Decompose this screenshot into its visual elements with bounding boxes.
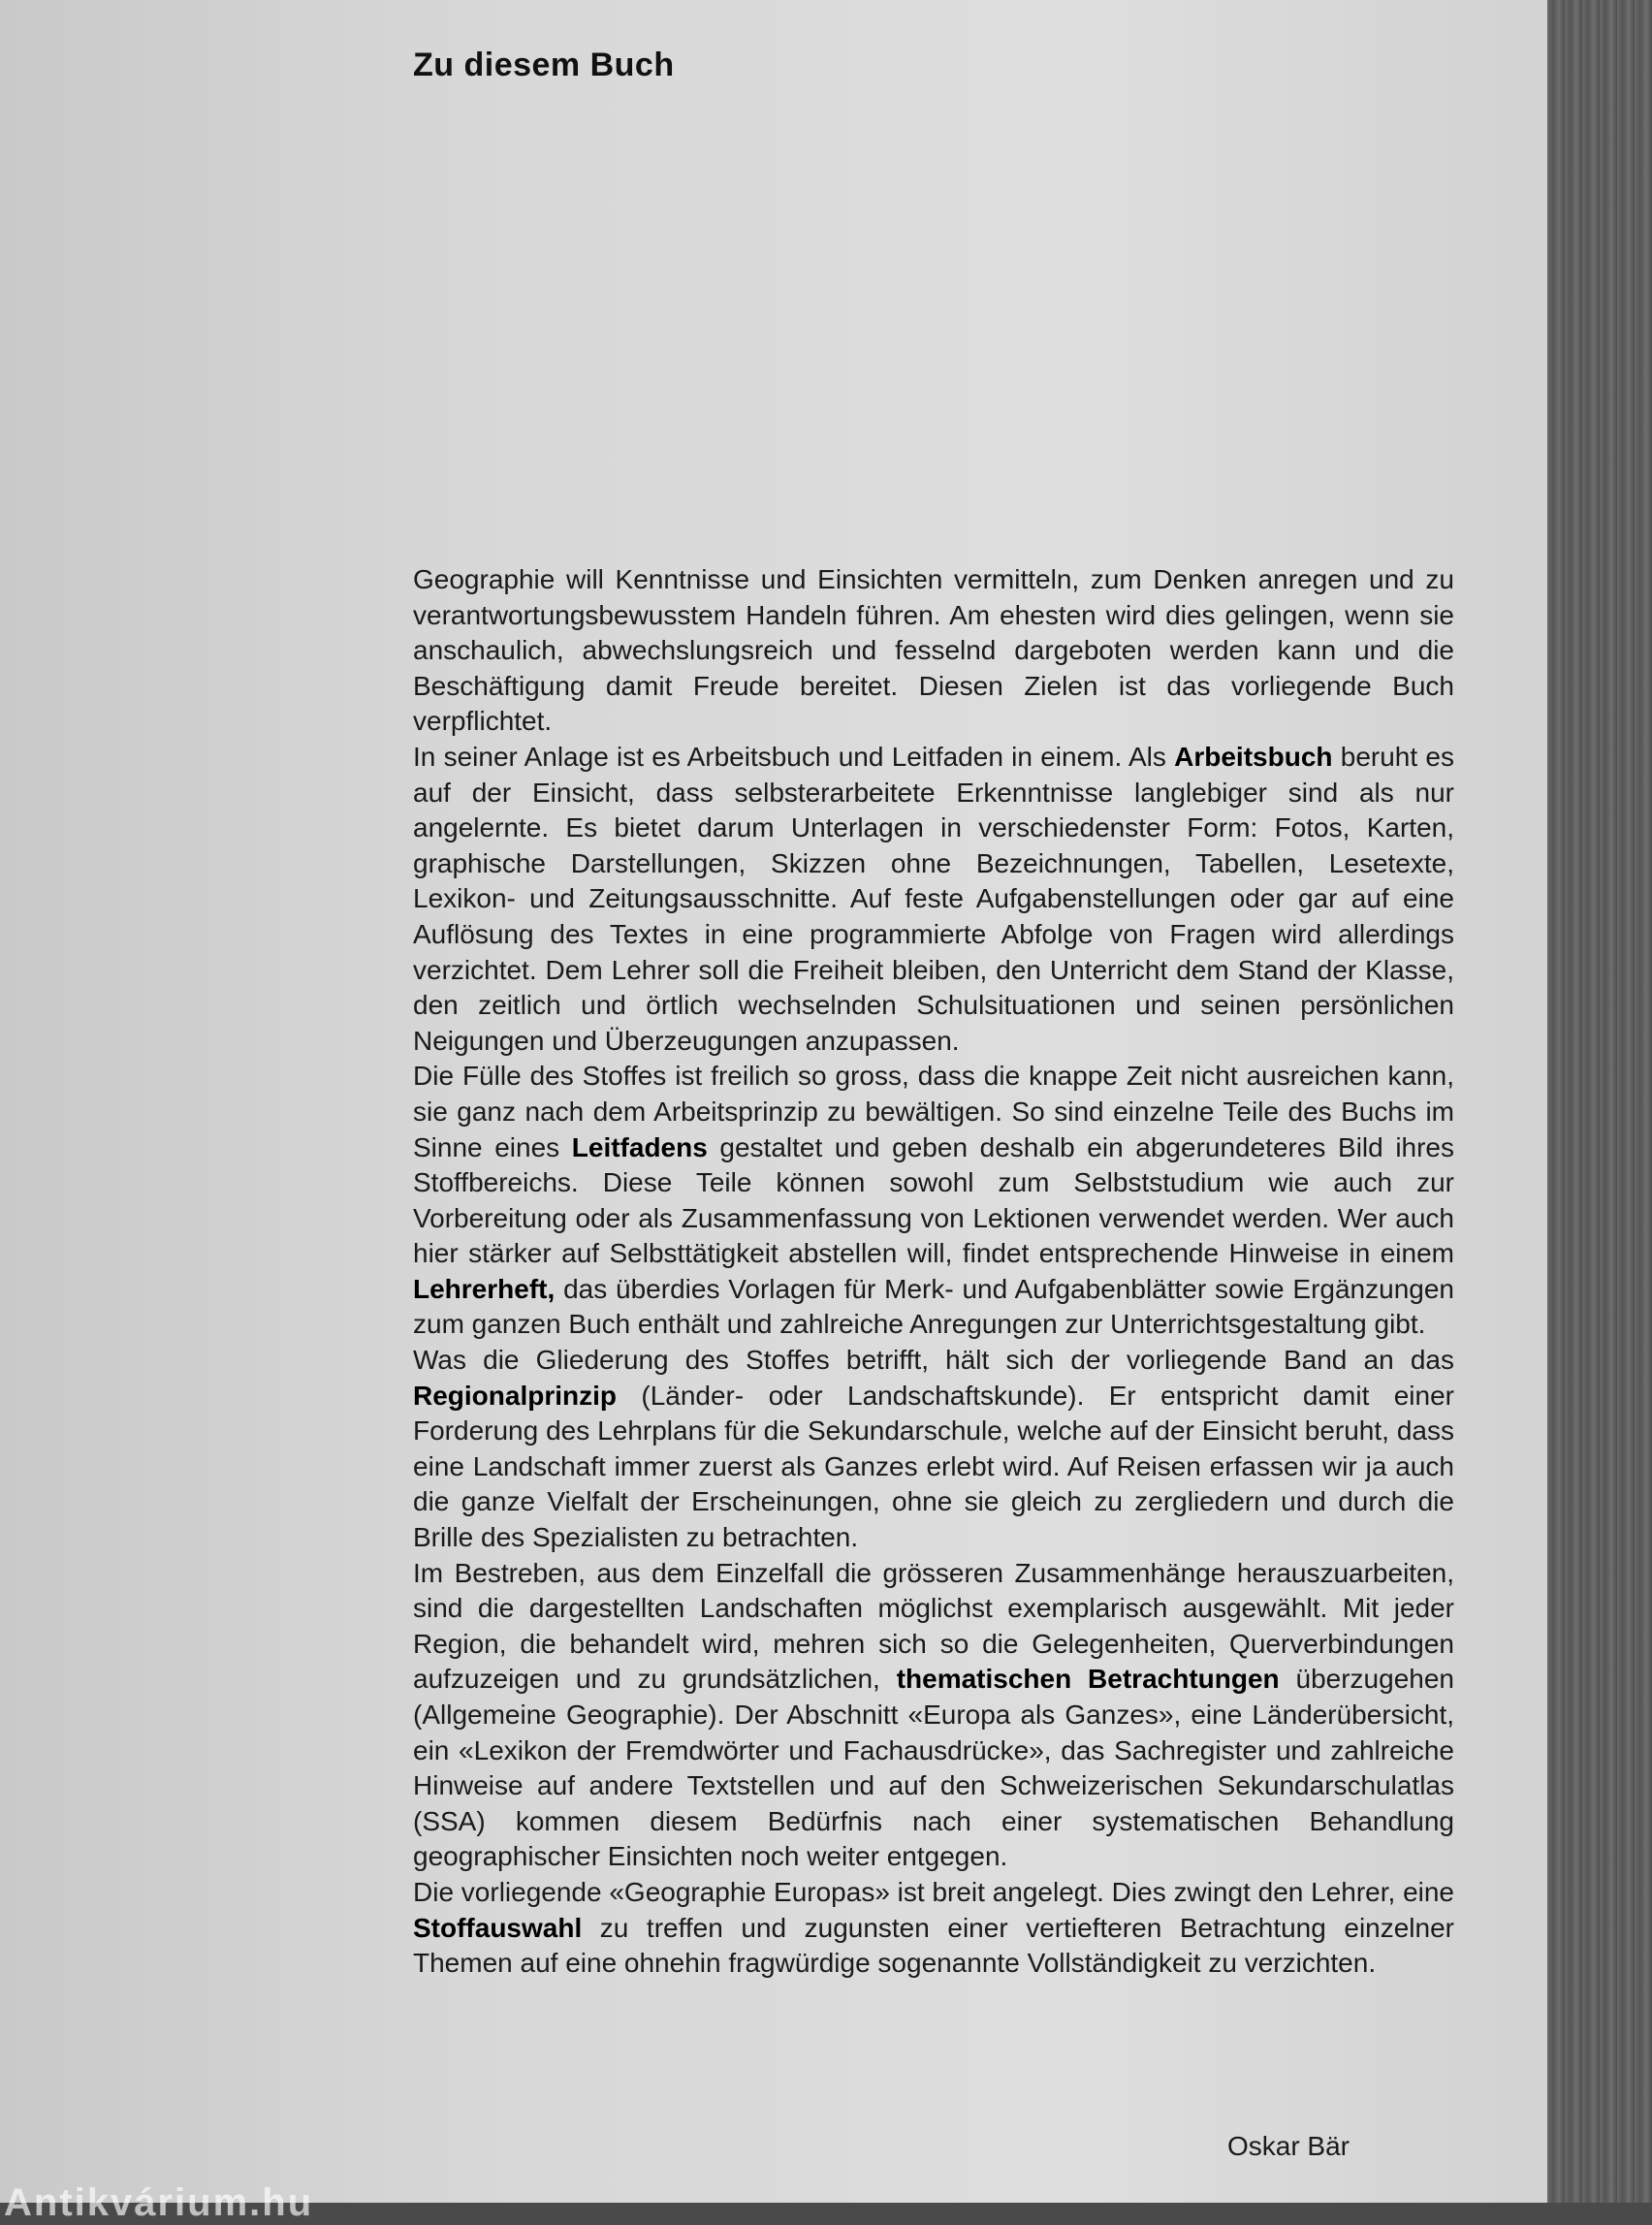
watermark: Antikvárium.hu <box>4 2181 314 2224</box>
bold-term: Lehrerheft, <box>413 1273 556 1304</box>
bold-term: Regionalprinzip <box>413 1380 617 1411</box>
text-run: zu treffen und zugunsten einer vertiefteren Betrachtung einzelner Themen auf eine ohnehin fragwürdige sogenannte Vollständigkeit zu verzichten. <box>413 1912 1454 1979</box>
bold-term: thematischen Betrachtungen <box>896 1664 1280 1695</box>
paragraph <box>413 1343 1454 1556</box>
bold-term: Stoffauswahl <box>413 1912 583 1943</box>
bold-term: Leitfadens <box>571 1131 708 1162</box>
wooden-background <box>1547 0 1652 2203</box>
text-run: (Länder- oder Landschaftskunde). Er entspricht damit einer Forderung des Lehrplans für die Sekundarschule, welche auf der Einsicht beruht, dass eine Landschaft immer zuerst als Ganzes erlebt wird. Auf Reisen erfassen wir ja auch die ganze Vielfalt der Erscheinungen, ohne sie gleich zu zergliedern und durch die Brille des Spezialisten zu betrachten. <box>413 1380 1454 1553</box>
text-run: gestaltet und geben deshalb ein abgerundeteres Bild ihres Stoffbereichs. Diese Teile können sowohl zum Selbststudium wie auch zur Vorbereitung oder als Zusammenfassung von Lektionen verwendet werden. Wer auch hier stärker auf Selbsttätigkeit abstellen will, findet entsprechende Hinweise in einem <box>413 1131 1455 1269</box>
paragraph <box>413 1059 1454 1343</box>
bold-term: Arbeitsbuch <box>1174 741 1333 772</box>
author-signature: Oskar Bär <box>1226 2131 1350 2161</box>
paragraph <box>413 1556 1454 1875</box>
text-run: In seiner Anlage ist es Arbeitsbuch und Leitfaden in einem. Als <box>413 741 1175 772</box>
text-run: das überdies Vorlagen für Merk- und Aufgabenblätter sowie Ergänzungen zum ganzen Buch enthält und zahlreiche Anregungen zur Unterrichtsgestaltung gibt. <box>413 1273 1454 1340</box>
paragraph <box>413 1875 1454 1982</box>
text-run: Was die Gliederung des Stoffes betrifft, hält sich der vorliegende Band an das <box>413 1345 1454 1376</box>
text-run: Geographie will Kenntnisse und Einsichten vermitteln, zum Denken anregen und zu verantwortungsbewusstem Handeln führen. Am ehesten wird dies gelingen, wenn sie anschaulich, abwechslungsreich und fesselnd dargeboten werden kann und die Beschäftigung damit Freude bereitet. Diesen Zielen ist das vorliegende Buch verpflichtet. <box>413 564 1454 737</box>
body-text <box>413 562 1454 1982</box>
text-run: überzugehen (Allgemeine Geographie). Der Abschnitt «Europa als Ganzes», eine Länderübersicht, ein «Lexikon der Fremdwörter und Fachausdrücke», das Sachregister und zahlreiche Hinweise auf andere Textstellen und auf den Schweizerischen Sekundarschulatlas (SSA) kommen diesem Bedürfnis nach einer systematischen Behandlung geographischer Einsichten noch weiter entgegen. <box>413 1664 1454 1872</box>
text-run: Die vorliegende «Geographie Europas» ist breit angelegt. Dies zwingt den Lehrer, eine <box>413 1876 1455 1907</box>
text-run: Im Bestreben, aus dem Einzelfall die grösseren Zusammenhänge herauszuarbeiten, sind die dargestellten Landschaften möglichst exemplarisch ausgewählt. Mit jeder Region, die behandelt wird, mehren sich so die Gelegenheiten, Querverbindungen aufzuzeigen und zu grundsätzlichen, <box>413 1557 1454 1695</box>
text-run: Die Fülle des Stoffes ist freilich so gross, dass die knappe Zeit nicht ausreichen kann, sie ganz nach dem Arbeitsprinzip zu bewältigen. So sind einzelne Teile des Buchs im Sinne eines <box>413 1061 1454 1162</box>
paragraph <box>413 562 1454 740</box>
page-title: Zu diesem Buch <box>413 47 675 83</box>
paragraph <box>413 740 1454 1059</box>
text-run: beruht es auf der Einsicht, dass selbsterarbeitete Erkenntnisse langlebiger sind als nur angelernte. Es bietet darum Unterlagen in verschiedenster Form: Fotos, Karten, graphische Darstellungen, Skizzen ohne Bezeichnungen, Tabellen, Lesetexte, Lexikon- und Zeitungsausschnitte. Auf feste Aufgabenstellungen oder gar auf eine Auflösung des Textes in eine programmierte Abfolge von Fragen wird allerdings verzichtet. Dem Lehrer soll die Freiheit bleiben, den Unterricht dem Stand der Klasse, den zeitlich und örtlich wechselnden Schulsituationen und seinen persönlichen Neigungen und Überzeugungen anzupassen. <box>413 741 1454 1056</box>
